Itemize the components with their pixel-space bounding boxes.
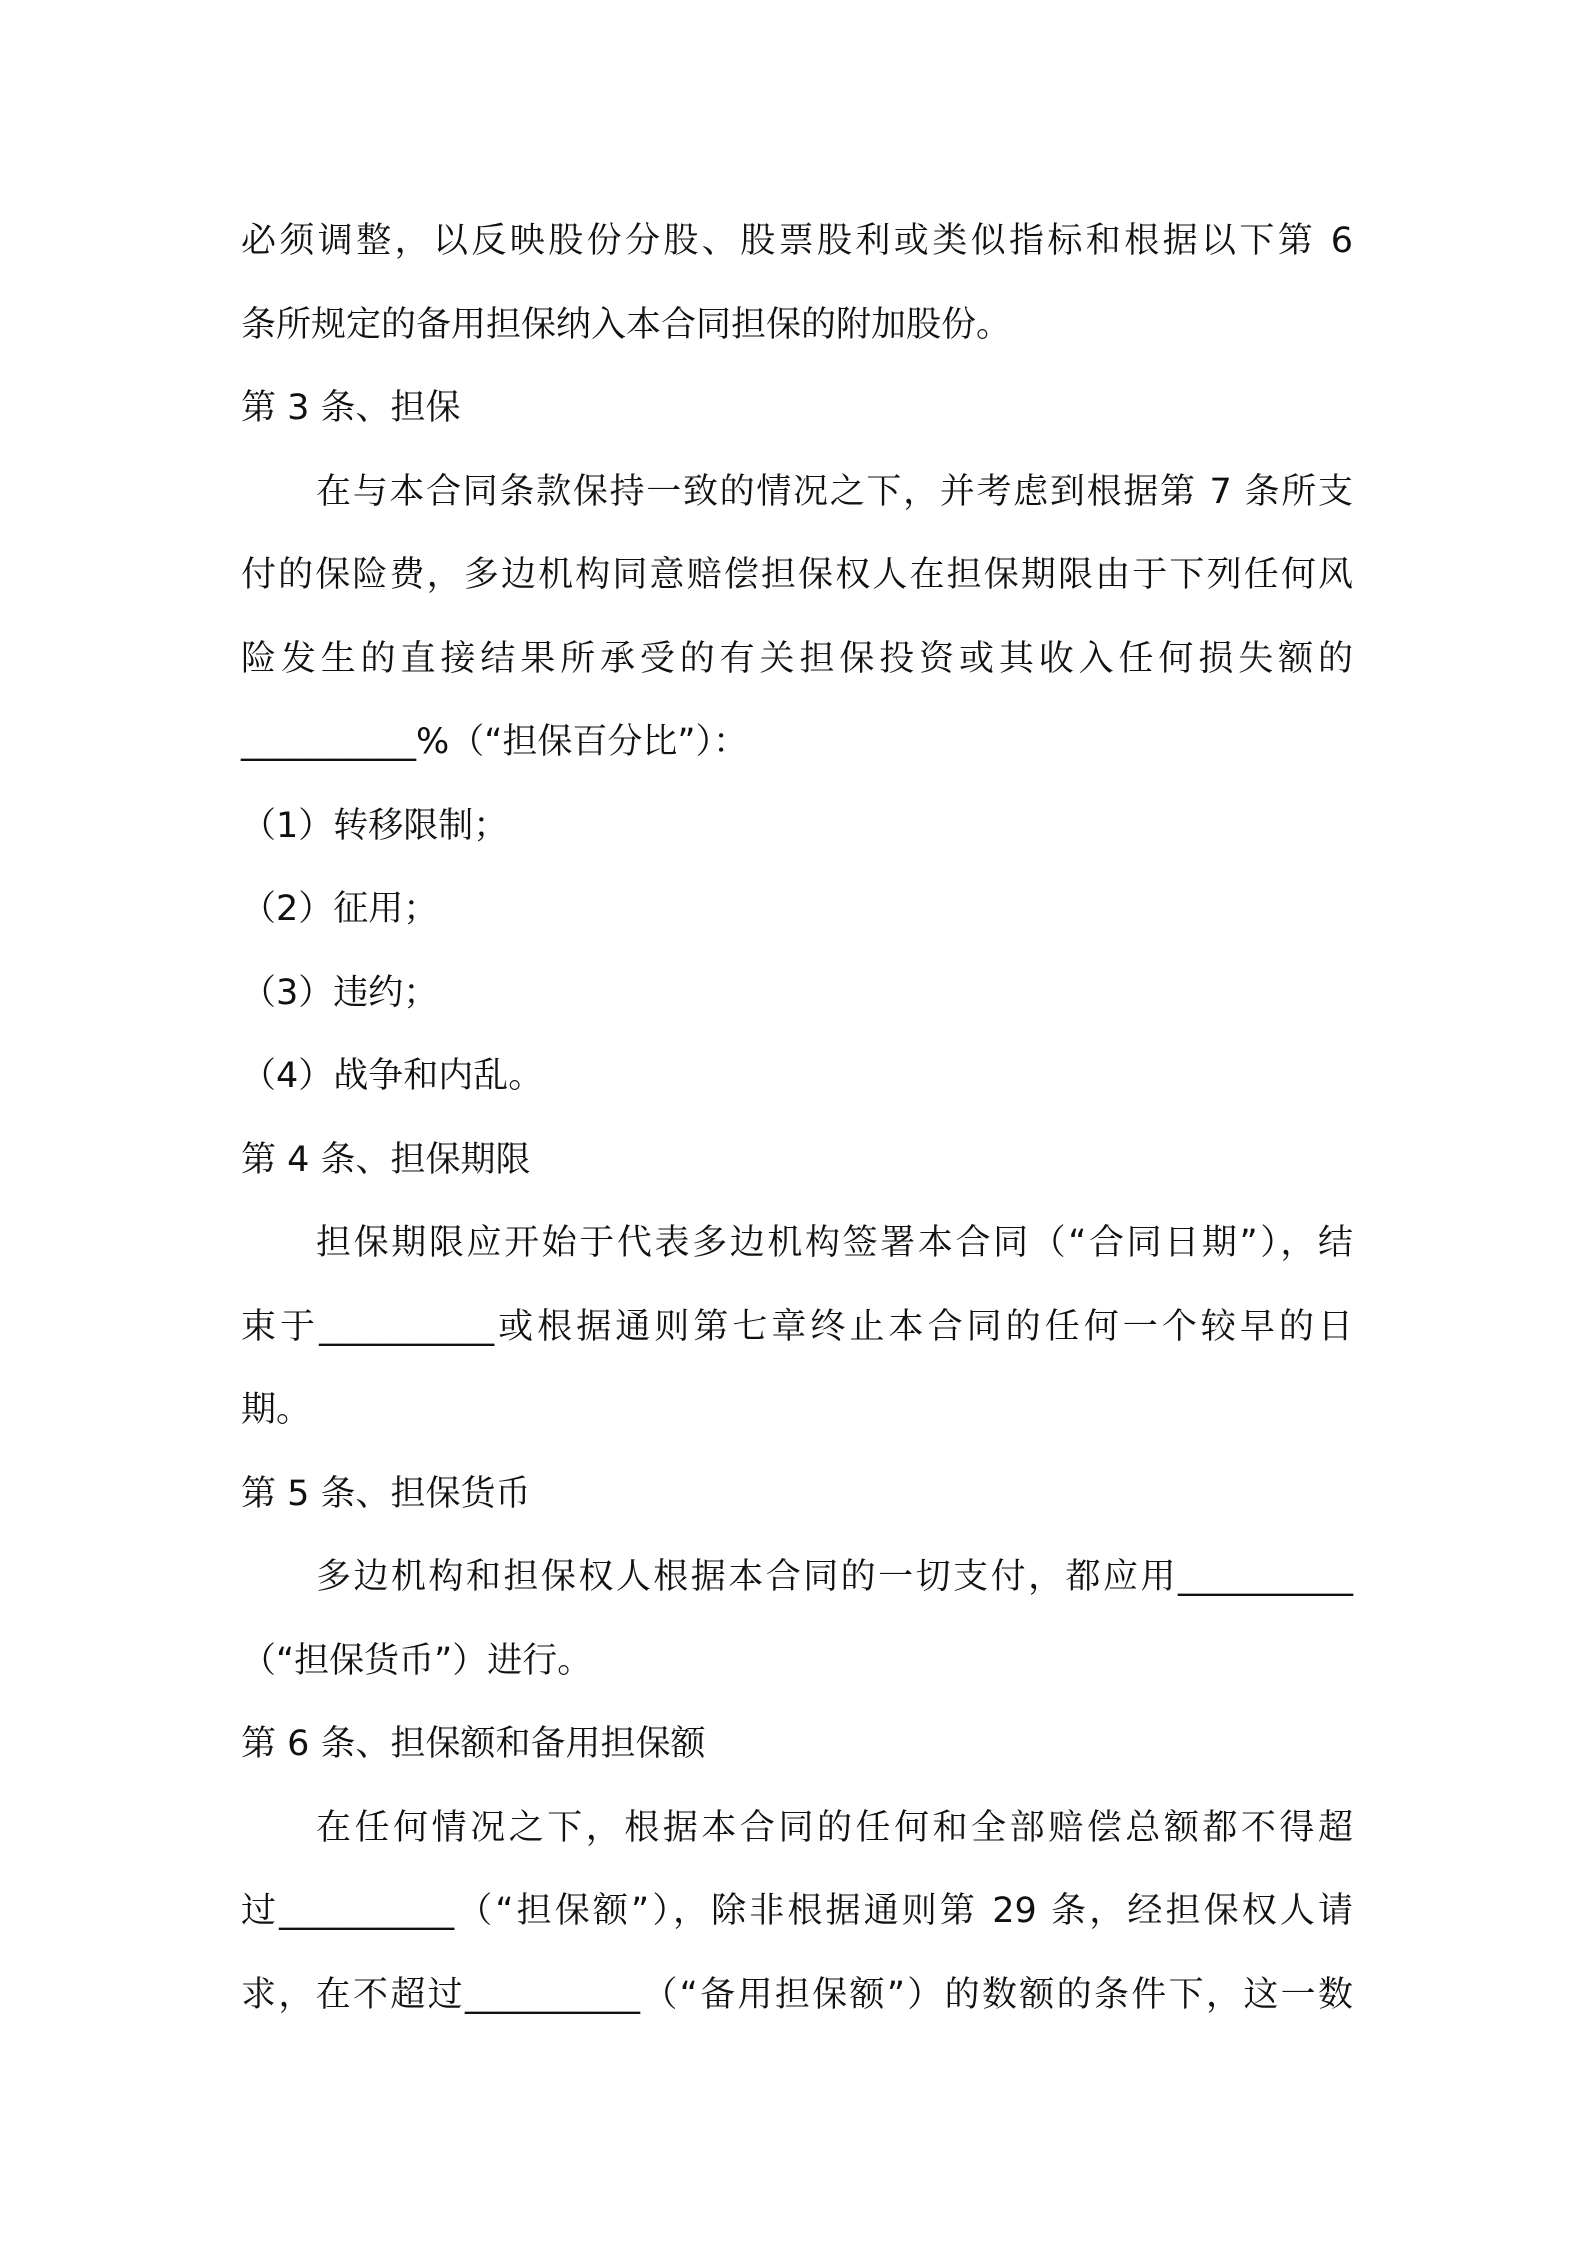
list-item: （2）征用；	[241, 889, 439, 929]
paragraph-line: 在任何情况之下，根据本合同的任何和全部赔偿总额都不得超	[316, 1807, 1353, 1848]
paragraph-line: 付的保险费，多边机构同意赔偿担保权人在担保期限由于下列任何风	[241, 555, 1353, 595]
paragraph-line: __________%（“担保百分比”）：	[241, 722, 749, 762]
paragraph-line: 险发生的直接结果所承受的有关担保投资或其收入任何损失额的	[241, 638, 1353, 679]
paragraph-line: 在与本合同条款保持一致的情况之下，并考虑到根据第 7 条所支	[316, 471, 1353, 512]
article-3-heading: 第 3 条、担保	[241, 388, 461, 428]
list-item: （1）转移限制；	[241, 805, 509, 846]
paragraph-line: （“担保货币”）进行。	[241, 1640, 593, 1681]
article-6-heading: 第 6 条、担保额和备用担保额	[241, 1724, 706, 1764]
article-4-heading: 第 4 条、担保期限	[241, 1139, 531, 1180]
paragraph-line: 期。	[241, 1390, 312, 1430]
paragraph-line: 过__________（“担保额”），除非根据通则第 29 条，经担保权人请	[241, 1891, 1353, 1931]
list-item: （3）违约；	[241, 972, 439, 1013]
paragraph-line: 多边机构和担保权人根据本合同的一切支付，都应用__________	[316, 1557, 1353, 1597]
document-body	[241, 200, 1353, 2037]
paragraph-line: 担保期限应开始于代表多边机构签署本合同（“合同日期”），结	[316, 1223, 1353, 1263]
list-item: （4）战争和内乱。	[241, 1056, 544, 1096]
paragraph-line: 必须调整，以反映股份分股、股票股利或类似指标和根据以下第 6	[241, 221, 1353, 261]
paragraph-line: 求，在不超过__________（“备用担保额”）的数额的条件下，这一数	[241, 1974, 1353, 2015]
article-5-heading: 第 5 条、担保货币	[241, 1473, 531, 1514]
paragraph-line: 条所规定的备用担保纳入本合同担保的附加股份。	[241, 304, 1012, 345]
paragraph-line: 束于__________或根据通则第七章终止本合同的任何一个较早的日	[241, 1306, 1353, 1347]
